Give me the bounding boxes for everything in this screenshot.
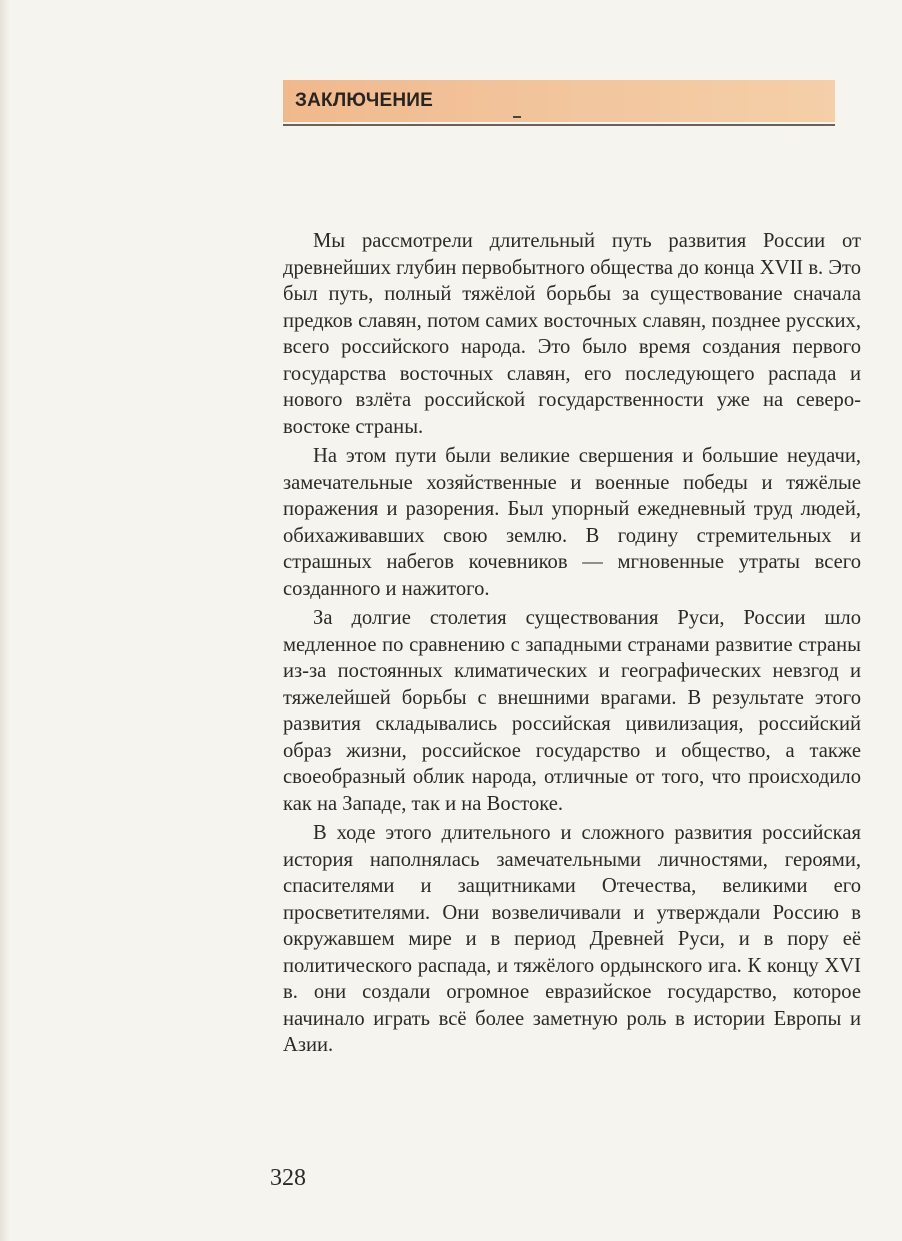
paragraph: В ходе этого длительного и сложного развития российская история наполнялась замечательными личностями, героями, спасителями и защитниками Отечества, великими его просветителями. Они возвеличивали и утверждали Россию в окружавшем мире и в период Древней Руси, и в пору её политического распада, и тяжёлого ордынского ига. К концу XVI в. они создали огромное евразийское государство, которое начинало играть всё более заметную роль в истории Европы и Азии.	[283, 822, 861, 1056]
section-header-banner	[283, 80, 835, 122]
page-edge-shadow	[0, 0, 10, 1241]
page-number: 328	[270, 1165, 306, 1191]
header-rule-mark	[513, 116, 521, 118]
paragraph: За долгие столетия существования Руси, России шло медленное по сравнению с западными странами развитие страны из-за постоянных климатических и географических невзгод и тяжелейшей борьбы с внешними врагами. В результате этого развития складывались российская цивилизация, российский образ жизни, российское государство и общество, а также своеобразный облик народа, отличные от того, что происходило как на Западе, так и на Востоке.	[283, 607, 861, 815]
body-text	[283, 228, 861, 1062]
section-title: ЗАКЛЮЧЕНИЕ	[295, 90, 433, 111]
header-rule	[283, 124, 835, 126]
paragraph: На этом пути были великие свершения и большие неудачи, замечательные хозяйственные и военные победы и тяжёлые поражения и разорения. Был упорный ежедневный труд людей, обихаживавших свою землю. В годину стремительных и страшных набегов кочевников — мгновенные утраты всего созданного и нажитого.	[283, 445, 861, 600]
paragraph: Мы рассмотрели длительный путь развития России от древнейших глубин первобытного общества до конца XVII в. Это был путь, полный тяжёлой борьбы за существование сначала предков славян, потом самих восточных славян, позднее русских, всего российского народа. Это было время создания первого государства восточных славян, его последующего распада и нового взлёта российской государственности уже на северо-востоке страны.	[283, 230, 861, 438]
